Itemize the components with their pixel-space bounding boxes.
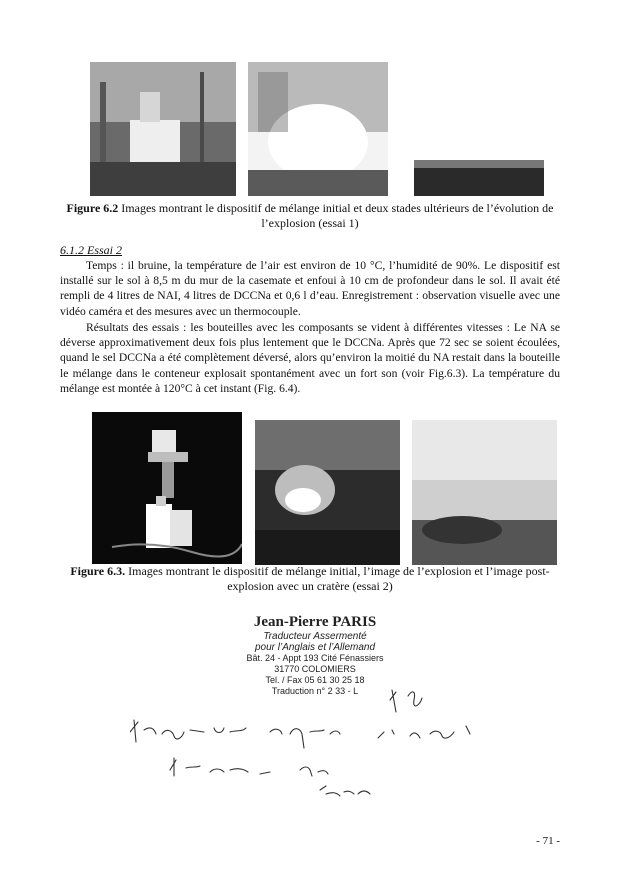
stamp-title: Traducteur Assermenté (263, 631, 367, 642)
figure-6-3-label: Figure 6.3. (70, 564, 126, 578)
figure-6-3-photo-initial-device (92, 412, 242, 564)
stamp-address-2: 31770 COLOMIERS (274, 664, 356, 674)
stamp-phone: Tel. / Fax 05 61 30 25 18 (265, 675, 365, 685)
stamp-translation-number: Traduction n° 2 33 - L (271, 686, 359, 696)
figure-6-2-photo-explosion-stage-2 (414, 150, 544, 196)
figure-6-2-photo-explosion-stage-1 (248, 62, 388, 196)
figure-6-2-photo-initial-device (90, 62, 236, 196)
stamp-languages: pour l’Anglais et l’Allemand (254, 642, 376, 653)
figure-6-2-caption (60, 201, 560, 231)
figure-6-3-caption (60, 564, 560, 594)
figure-6-2-label: Figure 6.2 (66, 201, 119, 215)
stamp-name: Jean-Pierre PARIS (253, 614, 377, 630)
figure-6-3-photo-post-explosion-crater (412, 420, 557, 565)
paragraph-weather (60, 258, 560, 319)
paragraph-results (60, 320, 560, 396)
handwritten-signature (130, 660, 510, 810)
paragraph-weather-text: Temps : il bruine, la température de l’air est environ de 10 °C, l’humidité de 90%. Le dispositif est installé sur le sol à 8,5 m du mur de la casemate et enfoui à 10 cm de profondeur dans le sol. Il avait été rempli de 4 litres de NAI, 4 litres de DCCNa et 0,6 l d’eau. Enregistrement : observation visuelle avec une vidéo caméra et des mesures avec un thermocouple. (60, 259, 560, 318)
paragraph-results-text: Résultats des essais : les bouteilles avec les composants se vident à différentes vitesses : Le NA se déverse approximativement deux fois plus lentement que le DCCNa. Après que 72 sec se soient écoulées, quand le sel DCCNa a été complètement déversé, alors qu’environ la moitié du NA restait dans la bouteille le mélange dans le conteneur explosait spontanément avec un fort son (voir Fig.6.3). La température du mélange est montée à 120°C à cet instant (Fig. 6.4). (60, 321, 560, 395)
figure-6-2-text: Images montrant le dispositif de mélange initial et deux stades ultérieurs de l’évolution de l’explosion (essai 1) (121, 201, 554, 230)
figure-6-3-text: Images montrant le dispositif de mélange initial, l’image de l’explosion et l’image post-explosion avec un cratère (essai 2) (128, 564, 550, 593)
figure-6-3-photo-explosion (255, 420, 400, 565)
page-number: - 71 - (536, 835, 560, 847)
section-heading: 6.1.2 Essai 2 (60, 243, 123, 257)
stamp-address-1: Bât. 24 - Appt 193 Cité Fénassiers (246, 653, 384, 663)
